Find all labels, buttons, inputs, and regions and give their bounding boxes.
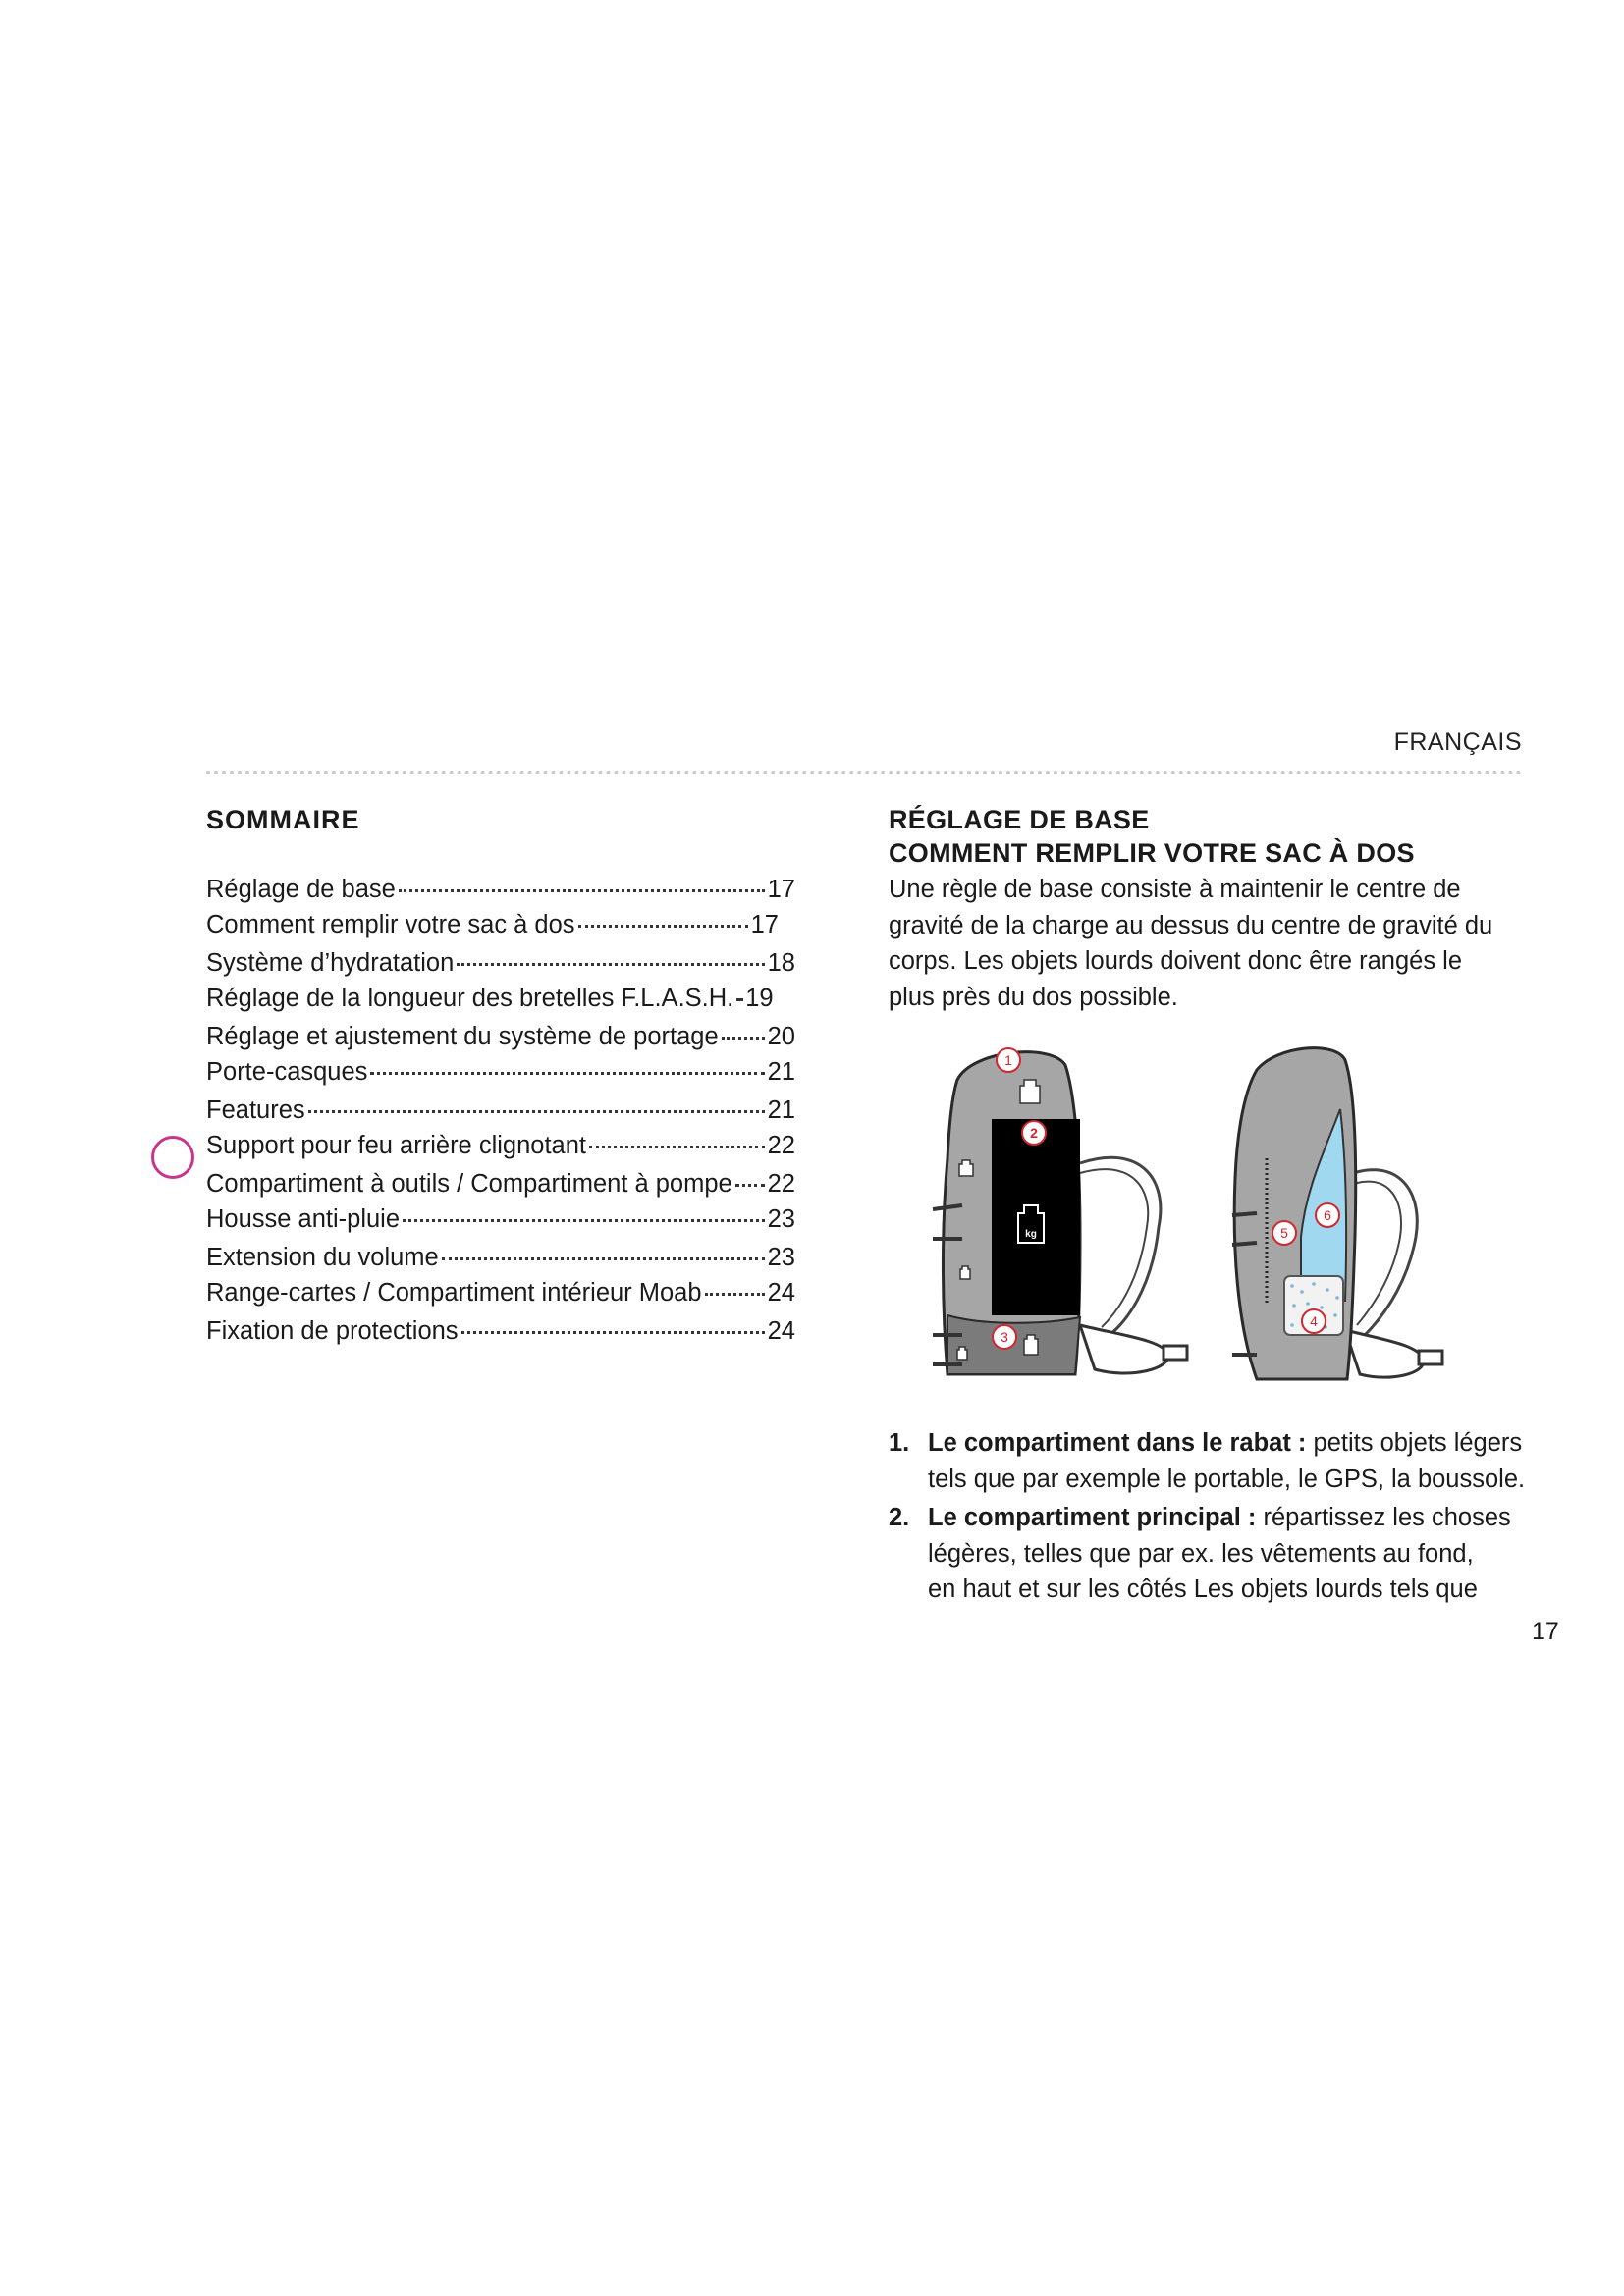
toc-entry-label: Fixation de protections — [206, 1317, 459, 1345]
toc-entry[interactable] — [206, 1096, 795, 1130]
toc-entry-page: 21 — [767, 1058, 795, 1086]
language-label: FRANÇAIS — [1393, 728, 1522, 756]
list-item-first-line — [928, 1500, 1527, 1536]
toc-entry[interactable] — [206, 1058, 795, 1092]
intro-line: corps. Les objets lourds doivent donc être rangés le — [889, 947, 1463, 975]
toc-entry-page: 22 — [767, 1170, 795, 1198]
toc-entry[interactable] — [206, 1205, 795, 1239]
toc-leader — [736, 998, 742, 1001]
list-item — [889, 1500, 1527, 1608]
backpack-side-view — [1232, 1048, 1442, 1379]
list-item-number: 2. — [889, 1504, 910, 1531]
section-title-line-2: COMMENT REMPLIR VOTRE SAC À DOS — [889, 838, 1415, 868]
toc-entry[interactable] — [206, 1170, 795, 1203]
marker-4 — [1302, 1309, 1326, 1333]
toc-entry-label: Extension du volume — [206, 1244, 439, 1271]
list-item-text: répartissez les choses — [1263, 1504, 1511, 1531]
weight-kg-label: kg — [1025, 1229, 1037, 1240]
toc-leader — [578, 925, 748, 928]
toc-leader — [735, 1184, 765, 1187]
toc-title: SOMMAIRE — [206, 805, 360, 834]
list-item-number: 1. — [889, 1429, 910, 1457]
toc-entry-label: Range-cartes / Compartiment intérieur Moab — [206, 1279, 702, 1307]
toc-entry-label: Features — [206, 1096, 305, 1124]
toc-entry-label: Porte-casques — [206, 1058, 368, 1086]
packing-list — [889, 1425, 1527, 1611]
page-number: 17 — [1532, 1618, 1559, 1645]
backpack-front-view — [933, 1048, 1187, 1374]
toc-entry-label: Compartiment à outils / Compartiment à pompe — [206, 1170, 732, 1198]
svg-text:3: 3 — [1001, 1329, 1008, 1345]
toc-leader — [308, 1110, 765, 1113]
toc-leader — [399, 889, 765, 892]
list-item-heading: Le compartiment principal : — [928, 1504, 1257, 1531]
dotted-divider — [206, 771, 1522, 774]
toc-entry-page: 21 — [767, 1096, 795, 1124]
toc-entry-label: Support pour feu arrière clignotant — [206, 1132, 586, 1159]
toc-entry-page: 23 — [767, 1244, 795, 1271]
marker-1 — [997, 1048, 1020, 1072]
toc-entry[interactable] — [206, 876, 795, 909]
toc-entry-page: 22 — [767, 1132, 795, 1159]
toc-entry[interactable] — [206, 1132, 795, 1165]
svg-text:1: 1 — [1004, 1052, 1012, 1068]
toc-entry-label: Réglage et ajustement du système de portage — [206, 1023, 719, 1050]
toc-leader — [705, 1293, 765, 1296]
toc-entry[interactable] — [206, 949, 795, 983]
list-item — [889, 1425, 1527, 1497]
svg-text:6: 6 — [1324, 1207, 1331, 1223]
toc-entry-page: 24 — [767, 1317, 795, 1345]
toc-leader — [403, 1219, 765, 1222]
highlight-circle-marker — [151, 1136, 194, 1179]
svg-text:5: 5 — [1280, 1225, 1288, 1241]
toc-leader — [370, 1072, 764, 1075]
toc-entry-page: 23 — [767, 1205, 795, 1233]
intro-line: gravité de la charge au dessus du centre de gravité du — [889, 911, 1493, 939]
toc-leader — [461, 1331, 765, 1334]
toc-entry-label: Système d’hydratation — [206, 949, 455, 977]
toc-entry[interactable] — [206, 1023, 795, 1056]
toc-entry-label: Réglage de base — [206, 876, 396, 903]
toc-leader — [722, 1037, 765, 1040]
intro-paragraph — [889, 872, 1517, 1015]
toc-entry[interactable] — [206, 911, 779, 944]
toc-entry-page: 18 — [767, 949, 795, 977]
marker-6 — [1316, 1203, 1339, 1227]
toc-leader — [442, 1257, 765, 1260]
toc-entry-page: 20 — [767, 1023, 795, 1050]
list-item-line: légères, telles que par ex. les vêtements au fond, — [928, 1539, 1474, 1568]
toc-entry[interactable] — [206, 1279, 795, 1312]
toc-entry-label: Réglage de la longueur des bretelles F.L.A.S.H. — [206, 985, 734, 1012]
list-item-first-line — [928, 1425, 1527, 1462]
list-item-line: en haut et sur les côtés Les objets lourds tels que — [928, 1575, 1478, 1603]
toc-entry-label: Comment remplir votre sac à dos — [206, 911, 575, 938]
svg-text:4: 4 — [1310, 1313, 1318, 1329]
list-item-text: petits objets légers — [1313, 1429, 1523, 1457]
marker-3 — [993, 1325, 1016, 1349]
toc-entry[interactable] — [206, 1244, 795, 1277]
toc-entry-label: Housse anti-pluie — [206, 1205, 401, 1233]
intro-line: plus près du dos possible. — [889, 983, 1178, 1011]
toc-entry[interactable] — [206, 985, 774, 1018]
toc-entry-page: 24 — [767, 1279, 795, 1307]
toc-entry-page: 17 — [767, 876, 795, 903]
toc-entry-page: 19 — [745, 985, 774, 1012]
marker-5 — [1272, 1221, 1296, 1245]
backpack-packing-illustration — [913, 1041, 1492, 1414]
list-item-heading: Le compartiment dans le rabat : — [928, 1429, 1307, 1457]
toc-leader — [589, 1146, 765, 1148]
toc-entry[interactable] — [206, 1317, 795, 1351]
toc-leader — [457, 963, 764, 966]
svg-text:2: 2 — [1030, 1125, 1038, 1141]
toc-entry-page: 17 — [750, 911, 779, 938]
marker-2 — [1022, 1121, 1046, 1145]
intro-line: Une règle de base consiste à maintenir le centre de — [889, 876, 1461, 903]
section-title-line-1: RÉGLAGE DE BASE — [889, 805, 1150, 834]
list-item-line: tels que par exemple le portable, le GPS, la boussole. — [928, 1465, 1526, 1493]
